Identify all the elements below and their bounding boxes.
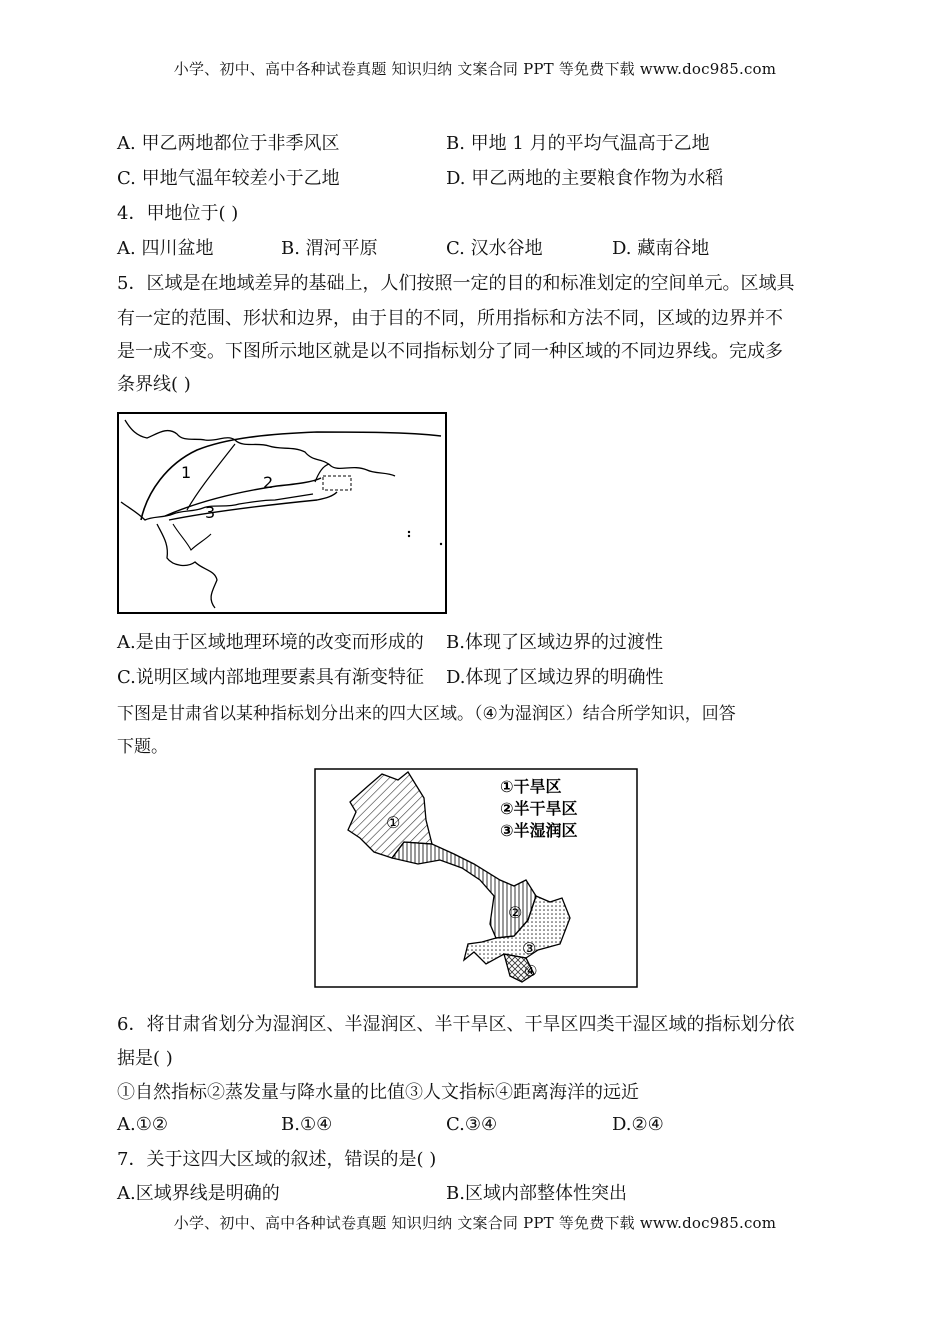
gansu-map — [314, 768, 638, 988]
gansu-label-1: ① — [386, 813, 401, 832]
q6-option-a: A.①② — [117, 1114, 168, 1135]
q6-option-d: D.②④ — [612, 1114, 664, 1135]
q7-stem: 7．关于这四大区域的叙述，错误的是( ) — [117, 1149, 437, 1170]
legend-arid: ①干旱区 — [500, 777, 562, 796]
q7-option-a: A.区域界线是明确的 — [117, 1183, 280, 1204]
boundary-map — [117, 412, 447, 614]
gansu-label-3: ③ — [522, 939, 537, 958]
q4-option-b: B. 渭河平原 — [281, 238, 378, 259]
q4-option-c: C. 汉水谷地 — [446, 238, 543, 259]
boundary-label-2: 2 — [263, 473, 274, 492]
q6-stem-line1: 6．将甘肃省划分为湿润区、半湿润区、半干旱区、干旱区四类干湿区域的指标划分依 — [117, 1014, 795, 1035]
q5-option-c: C.说明区域内部地理要素具有渐变特征 — [117, 667, 424, 688]
q3-option-b: B. 甲地 1 月的平均气温高于乙地 — [446, 133, 710, 154]
q4-option-a: A. 四川盆地 — [117, 238, 214, 259]
q6-option-b: B.①④ — [281, 1114, 333, 1135]
q5-stem-line3: 是一成不变。下图所示地区就是以不同指标划分了同一种区域的不同边界线。完成多 — [117, 341, 783, 362]
legend-semi-humid: ③半湿润区 — [500, 821, 578, 840]
q5-stem-line1: 5．区域是在地域差异的基础上，人们按照一定的目的和标准划定的空间单元。区域具 — [117, 273, 795, 294]
q5-stem-line2: 有一定的范围、形状和边界，由于目的不同，所用指标和方法不同，区域的边界并不 — [117, 308, 783, 329]
q5-option-b: B.体现了区域边界的过渡性 — [446, 632, 663, 653]
q6-option-c: C.③④ — [446, 1114, 498, 1135]
q7-option-b: B.区域内部整体性突出 — [446, 1183, 627, 1204]
q4-stem: 4．甲地位于( ) — [117, 203, 239, 224]
q3-option-c: C. 甲地气温年较差小于乙地 — [117, 168, 340, 189]
q3-option-a: A. 甲乙两地都位于非季风区 — [117, 133, 340, 154]
intro-line2: 下题。 — [117, 737, 168, 757]
q5-stem-line4: 条界线( ) — [117, 374, 191, 395]
intro-line1: 下图是甘肃省以某种指标划分出来的四大区域。（④为湿润区）结合所学知识，回答 — [117, 704, 736, 724]
gansu-label-2: ② — [508, 903, 523, 922]
boundary-label-3: 3 — [205, 503, 216, 522]
gansu-label-4: ④ — [524, 962, 538, 980]
page-header: 小学、初中、高中各种试卷真题 知识归纳 文案合同 PPT 等免费下载 www.doc985.com — [173, 60, 777, 78]
q5-option-a: A.是由于区域地理环境的改变而形成的 — [117, 632, 424, 653]
boundary-label-1: 1 — [181, 463, 192, 482]
q3-option-d: D. 甲乙两地的主要粮食作物为水稻 — [446, 168, 724, 189]
page-footer: 小学、初中、高中各种试卷真题 知识归纳 文案合同 PPT 等免费下载 www.doc985.com — [173, 1214, 777, 1232]
q6-stem-line2: 据是( ) — [117, 1048, 173, 1069]
q6-items: ①自然指标②蒸发量与降水量的比值③人文指标④距离海洋的远近 — [117, 1082, 639, 1103]
legend-semi-arid: ②半干旱区 — [500, 799, 578, 818]
q5-option-d: D.体现了区域边界的明确性 — [446, 667, 664, 688]
q4-option-d: D. 藏南谷地 — [612, 238, 710, 259]
